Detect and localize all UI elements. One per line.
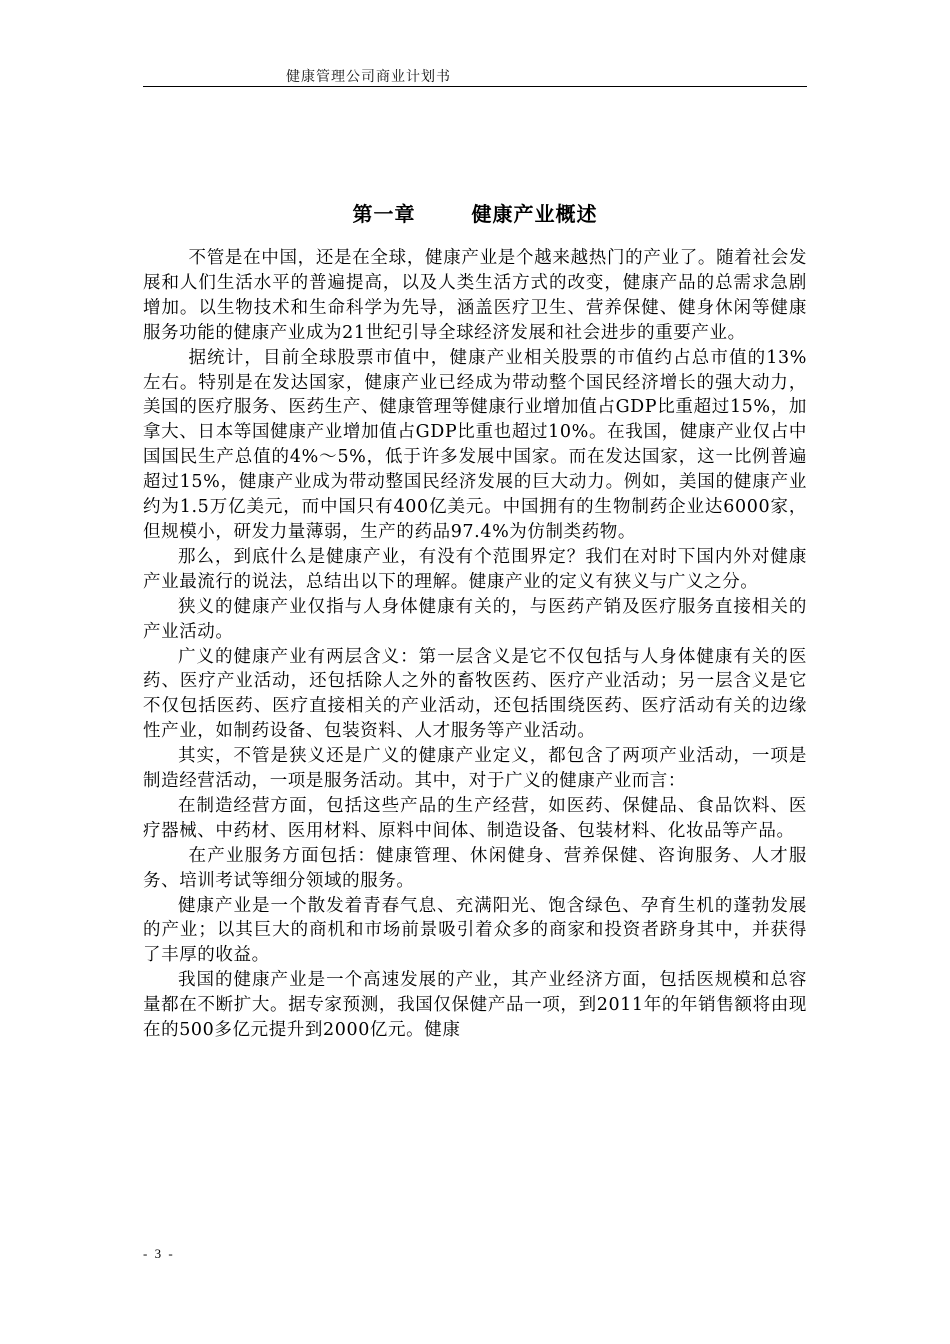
chapter-body: [143, 246, 807, 1043]
chapter-title-text: 健康产业概述: [471, 202, 598, 226]
chapter-heading: [143, 198, 807, 227]
paragraph: 我国的健康产业是一个高速发展的产业，其产业经济方面，包括医规模和总容量都在不断扩大。据专家预测，我国仅保健产品一项，到2011年的年销售额将由现在的500多亿元提升到2000亿元。健康: [143, 970, 807, 1041]
running-header: 健康管理公司商业计划书: [286, 69, 451, 85]
paragraph: 健康产业是一个散发着青春气息、充满阳光、饱含绿色、孕育生机的蓬勃发展的产业；以其巨大的商机和市场前景吸引着众多的商家和投资者跻身其中，并获得了丰厚的收益。: [143, 895, 807, 966]
paragraph: 在制造经营方面，包括这些产品的生产经营，如医药、保健品、食品饮料、医疗器械、中药材、医用材料、原料中间体、制造设备、包装材料、化妆品等产品。: [143, 795, 807, 841]
paragraph: 不管是在中国，还是在全球，健康产业是个越来越热门的产业了。随着社会发展和人们生活水平的普遍提高，以及人类生活方式的改变，健康产品的总需求急剧增加。以生物技术和生命科学为先导，涵盖医疗卫生、营养保健、健身休闲等健康服务功能的健康产业成为21世纪引导全球经济发展和社会进步的重要产业。: [143, 248, 807, 343]
header-divider: [143, 86, 807, 87]
paragraph: 广义的健康产业有两层含义：第一层含义是它不仅包括与人身体健康有关的医药、医疗产业活动，还包括除人之外的畜牧医药、医疗产业活动；另一层含义是它不仅包括医药、医疗直接相关的产业活动，还包括围绕医药、医疗活动有关的边缘性产业，如制药设备、包装资料、人才服务等产业活动。: [143, 646, 807, 742]
paragraph: 在产业服务方面包括：健康管理、休闲健身、营养保健、咨询服务、人才服务、培训考试等细分领域的服务。: [143, 845, 807, 891]
paragraph: 狭义的健康产业仅指与人身体健康有关的，与医药产销及医疗服务直接相关的产业活动。: [143, 596, 807, 642]
paragraph: 那么，到底什么是健康产业，有没有个范围界定？我们在对时下国内外对健康产业最流行的说法，总结出以下的理解。健康产业的定义有狭义与广义之分。: [143, 546, 807, 592]
paragraph: 其实，不管是狭义还是广义的健康产业定义，都包含了两项产业活动，一项是制造经营活动，一项是服务活动。其中，对于广义的健康产业而言：: [143, 746, 807, 792]
page-number: - 3 -: [143, 1246, 175, 1261]
chapter-number: 第一章: [352, 202, 416, 226]
paragraph: 据统计，目前全球股票市值中，健康产业相关股票的市值约占总市值的13%左右。特别是在发达国家，健康产业已经成为带动整个国民经济增长的强大动力，美国的医疗服务、医药生产、健康管理等健康行业增加值占GDP比重超过15%，加拿大、日本等国健康产业增加值占GDP比重也超过10%。在我国，健康产业仅占中国国民生产总值的4%～5%，低于许多发展中国家。而在发达国家，这一比例普遍超过15%，健康产业成为带动整国民经济发展的巨大动力。例如，美国的健康产业约为1.5万亿美元，而中国只有400亿美元。中国拥有的生物制药企业达6000家，但规模小，研发力量薄弱，生产的药品97.4%为仿制类药物。: [143, 347, 807, 542]
